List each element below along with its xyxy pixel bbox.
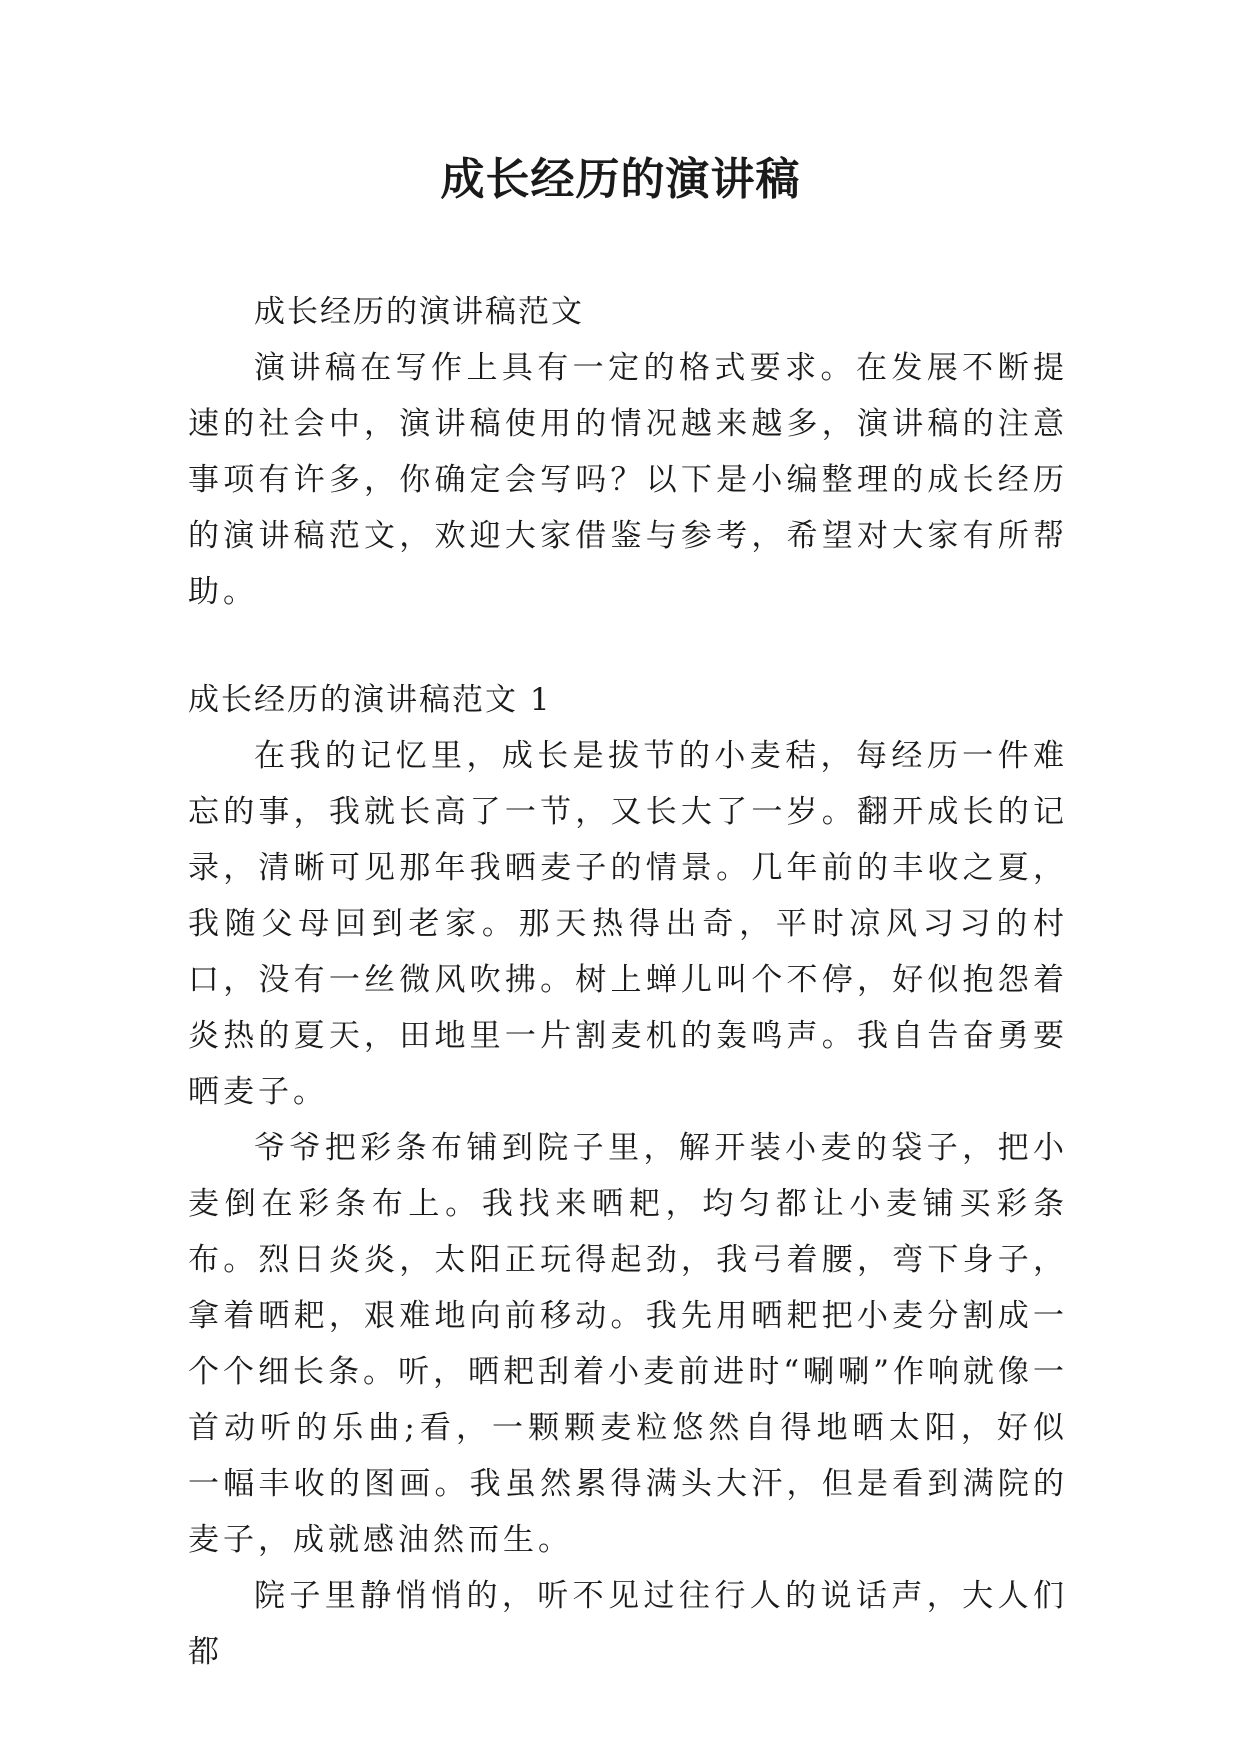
document-subtitle: 成长经历的演讲稿范文 xyxy=(254,294,584,330)
body-paragraph: 院子里静悄悄的，听不见过往行人的说话声，大人们都 xyxy=(188,1578,1068,1670)
intro-paragraph: 演讲稿在写作上具有一定的格式要求。在发展不断提速的社会中，演讲稿使用的情况越来越多，演讲稿的注意事项有许多，你确定会写吗？以下是小编整理的成长经历的演讲稿范文，欢迎大家借鉴与参考，希望对大家有所帮助。 xyxy=(188,350,1068,610)
body-paragraph: 爷爷把彩条布铺到院子里，解开装小麦的袋子，把小麦倒在彩条布上。我找来晒耙，均匀都让小麦铺买彩条布。烈日炎炎，太阳正玩得起劲，我弓着腰，弯下身子，拿着晒耙，艰难地向前移动。我先用晒耙把小麦分割成一个个细长条。听，晒耙刮着小麦前进时“唰唰”作响就像一首动听的乐曲;看，一颗颗麦粒悠然自得地晒太阳，好似一幅丰收的图画。我虽然累得满头大汗，但是看到满院的麦子，成就感油然而生。 xyxy=(188,1130,1068,1558)
document-body xyxy=(188,284,1068,1680)
body-paragraph: 在我的记忆里，成长是拔节的小麦秸，每经历一件难忘的事，我就长高了一节，又长大了一岁。翻开成长的记录，清晰可见那年我晒麦子的情景。几年前的丰收之夏，我随父母回到老家。那天热得出奇，平时凉风习习的村口，没有一丝微风吹拂。树上蝉儿叫个不停，好似抱怨着炎热的夏天，田地里一片割麦机的轰鸣声。我自告奋勇要晒麦子。 xyxy=(188,738,1068,1110)
document-title: 成长经历的演讲稿 xyxy=(440,154,801,205)
section-heading: 成长经历的演讲稿范文 1 xyxy=(188,682,552,718)
